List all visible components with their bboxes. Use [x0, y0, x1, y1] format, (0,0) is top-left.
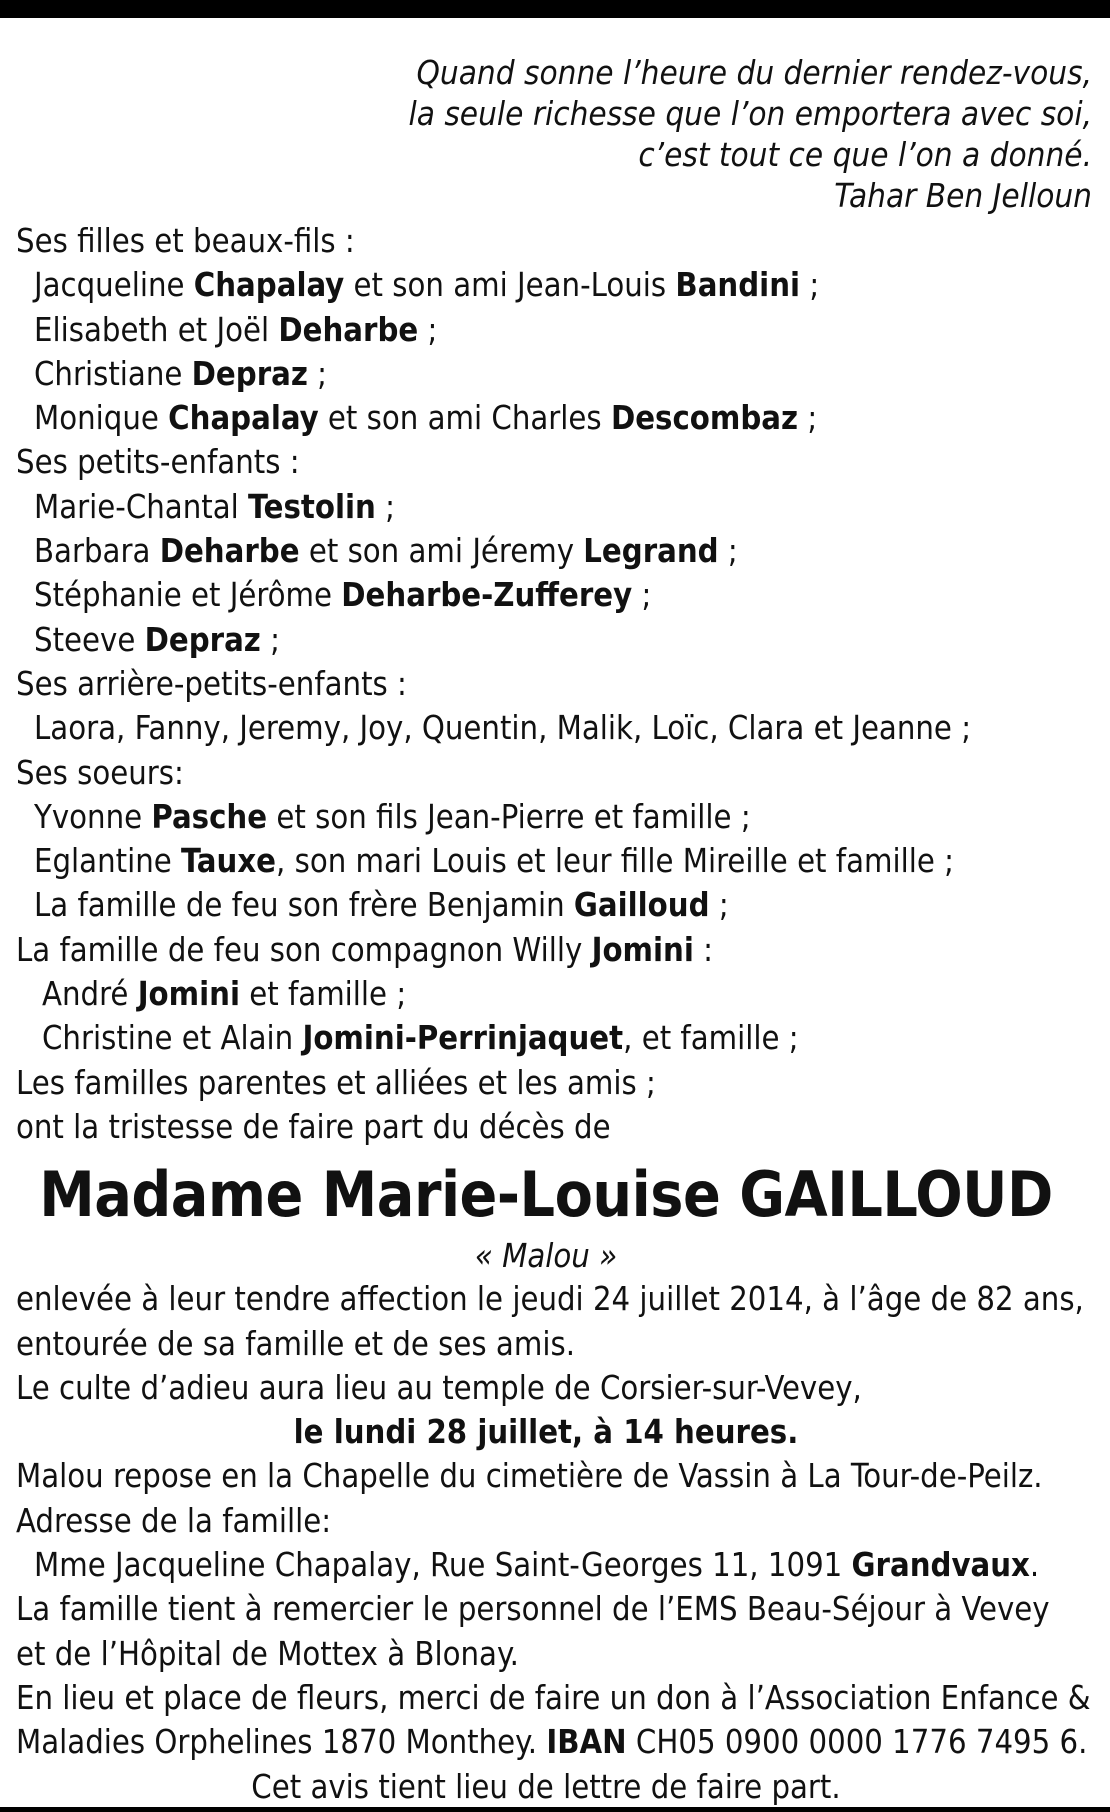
top-rule	[0, 0, 1110, 18]
surname: Deharbe	[278, 310, 419, 349]
surname: Jomini-Perrinjaquet	[302, 1019, 624, 1058]
companion-heading	[16, 928, 1096, 972]
surname: Jomini	[591, 930, 694, 969]
text: Stéphanie et Jérôme	[34, 576, 342, 615]
donation-line: En lieu et place de fleurs, merci de faire un don à l’Association Enfance &	[16, 1678, 1091, 1717]
thanks-line: La famille tient à remercier le personnel de l’EMS Beau-Séjour à Vevey	[16, 1590, 1050, 1629]
surname: Tauxe	[181, 842, 277, 881]
grandchildren-heading: Ses petits-enfants :	[16, 443, 300, 482]
text: Monique	[34, 399, 169, 438]
quote-author: Tahar Ben Jelloun	[834, 176, 1092, 215]
text: Barbara	[34, 532, 160, 571]
surname: Depraz	[191, 354, 308, 393]
closing-line: Cet avis tient lieu de lettre de faire part.	[251, 1767, 841, 1806]
daughters-heading: Ses filles et beaux-fils :	[16, 222, 355, 260]
iban-label: IBAN	[546, 1723, 627, 1762]
surname: Gailloud	[573, 886, 710, 925]
family-line	[16, 972, 1096, 1016]
family-line	[16, 573, 1096, 617]
epigraph-quote	[92, 52, 1092, 216]
text: :	[693, 930, 714, 969]
family-line	[16, 529, 1096, 573]
address-line	[16, 1543, 1096, 1587]
quote-line: la seule richesse que l’on emportera avec soi,	[408, 94, 1092, 133]
text: Christine et Alain	[42, 1019, 303, 1058]
family-line	[16, 883, 1096, 927]
surrounded-line: entourée de sa famille et de ses amis.	[16, 1324, 575, 1363]
text: La famille de feu son compagnon Willy	[16, 930, 592, 969]
text: Yvonne	[34, 797, 152, 836]
service-line: Le culte d’adieu aura lieu au temple de Corsier-sur-Vevey,	[16, 1368, 862, 1407]
donation-line	[16, 1720, 1096, 1764]
family-line	[16, 1016, 1096, 1060]
text: et son ami Jéremy	[299, 532, 584, 571]
deceased-nickname: « Malou »	[474, 1237, 618, 1276]
great-grandchildren-heading: Ses arrière-petits-enfants :	[16, 664, 407, 703]
others-line: Les familles parentes et alliées et les amis ;	[16, 1063, 656, 1102]
text: ;	[800, 266, 820, 305]
text: ;	[307, 354, 328, 393]
text: Mme Jacqueline Chapalay, Rue Saint-Georges 11, 1091	[34, 1546, 852, 1585]
quote-line: Quand sonne l’heure du dernier rendez-vous,	[416, 53, 1092, 92]
text: , et famille ;	[623, 1019, 799, 1058]
text: André	[42, 975, 138, 1014]
text: Maladies Orphelines 1870 Monthey.	[16, 1723, 547, 1762]
family-line	[16, 308, 1096, 352]
text: et famille ;	[239, 975, 407, 1014]
surname: Chapalay	[193, 266, 345, 305]
bottom-rule	[0, 1807, 1110, 1812]
surname: Bandini	[675, 266, 801, 305]
surname: Depraz	[144, 620, 261, 659]
surname: Deharbe	[159, 532, 300, 571]
sisters-heading: Ses soeurs:	[16, 753, 184, 792]
text: , son mari Louis et leur fille Mireille et famille ;	[276, 842, 954, 881]
text: et son ami Charles	[318, 399, 611, 438]
surname: Pasche	[151, 797, 268, 836]
surname: Testolin	[248, 487, 376, 526]
surname: Chapalay	[168, 399, 319, 438]
text: Marie-Chantal	[34, 487, 249, 526]
great-grandchildren-list: Laora, Fanny, Jeremy, Joy, Quentin, Malik, Loïc, Clara et Jeanne ;	[34, 709, 972, 748]
text: Steeve	[34, 620, 145, 659]
text: ;	[375, 487, 395, 526]
text: et son ami Jean-Louis	[344, 266, 676, 305]
obituary-body	[16, 219, 1096, 1809]
text: Jacqueline	[34, 266, 194, 305]
text: ;	[709, 886, 729, 925]
surname: Descombaz	[610, 399, 799, 438]
text: ;	[798, 399, 818, 438]
surname: Legrand	[583, 532, 719, 571]
text: CH05 0900 0000 1776 7495 6.	[626, 1723, 1088, 1762]
surname: Deharbe-Zufferey	[341, 576, 633, 615]
thanks-line: et de l’Hôpital de Mottex à Blonay.	[16, 1634, 519, 1673]
address-heading: Adresse de la famille:	[16, 1501, 332, 1540]
text: et son fils Jean-Pierre et famille ;	[267, 797, 751, 836]
text: Eglantine	[34, 842, 182, 881]
service-date: le lundi 28 juillet, à 14 heures.	[293, 1413, 799, 1452]
death-line: enlevée à leur tendre affection le jeudi 24 juillet 2014, à l’âge de 82 ans,	[16, 1280, 1084, 1319]
quote-line: c’est tout ce que l’on a donné.	[638, 135, 1092, 174]
text: Christiane	[34, 354, 192, 393]
text: .	[1029, 1546, 1040, 1585]
family-line	[16, 485, 1096, 529]
family-line	[16, 396, 1096, 440]
rest-line: Malou repose en la Chapelle du cimetière de Vassin à La Tour-de-Peilz.	[16, 1457, 1043, 1496]
text: ;	[418, 310, 438, 349]
surname: Jomini	[137, 975, 240, 1014]
family-line	[16, 263, 1096, 307]
text: Elisabeth et Joël	[34, 310, 279, 349]
family-line	[16, 839, 1096, 883]
family-line	[16, 618, 1096, 662]
announcement-line: ont la tristesse de faire part du décès de	[16, 1107, 611, 1146]
deceased-name: Madame Marie-Louise GAILLOUD	[39, 1158, 1053, 1232]
text: La famille de feu son frère Benjamin	[34, 886, 574, 925]
family-line	[16, 352, 1096, 396]
town: Grandvaux	[851, 1546, 1030, 1585]
text: ;	[260, 620, 280, 659]
text: ;	[632, 576, 652, 615]
family-line	[16, 795, 1096, 839]
text: ;	[718, 532, 738, 571]
